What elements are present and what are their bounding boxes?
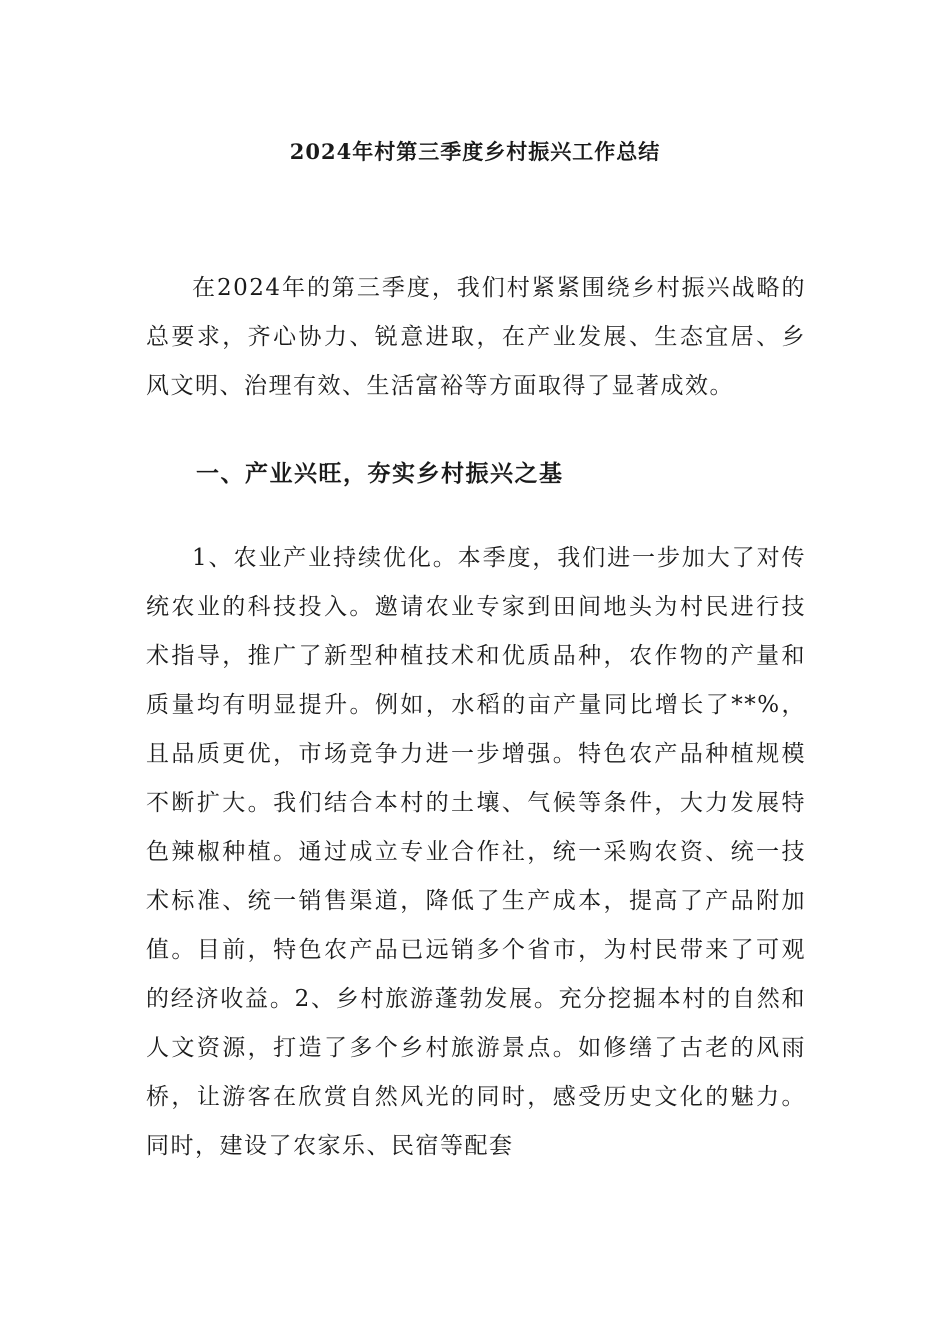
section-paragraph: 1、农业产业持续优化。本季度，我们进一步加大了对传统农业的科技投入。邀请农业专家到田间地头为村民进行技术指导，推广了新型种植技术和优质品种，农作物的产量和质量均有明显提升。例如，水稻的亩产量同比增长了**%，且品质更优，市场竞争力进一步增强。特色农产品种植规模不断扩大。我们结合本村的土壤、气候等条件，大力发展特色辣椒种植。通过成立专业合作社，统一采购农资、统一技术标准、统一销售渠道，降低了生产成本，提高了产品附加值。目前，特色农产品已远销多个省市，为村民带来了可观的经济收益。2、乡村旅游蓬勃发展。充分挖掘本村的自然和人文资源，打造了多个乡村旅游景点。如修缮了古老的风雨桥，让游客在欣赏自然风光的同时，感受历史文化的魅力。同时，建设了农家乐、民宿等配套: [146, 545, 806, 1159]
document-title: 2024年村第三季度乡村振兴工作总结: [289, 139, 661, 164]
intro-paragraph: 在2024年的第三季度，我们村紧紧围绕乡村振兴战略的总要求，齐心协力、锐意进取，在产业发展、生态宜居、乡风文明、治理有效、生活富裕等方面取得了显著成效。: [146, 275, 806, 399]
section-heading: 一、产业兴旺，夯实乡村振兴之基: [196, 460, 564, 487]
